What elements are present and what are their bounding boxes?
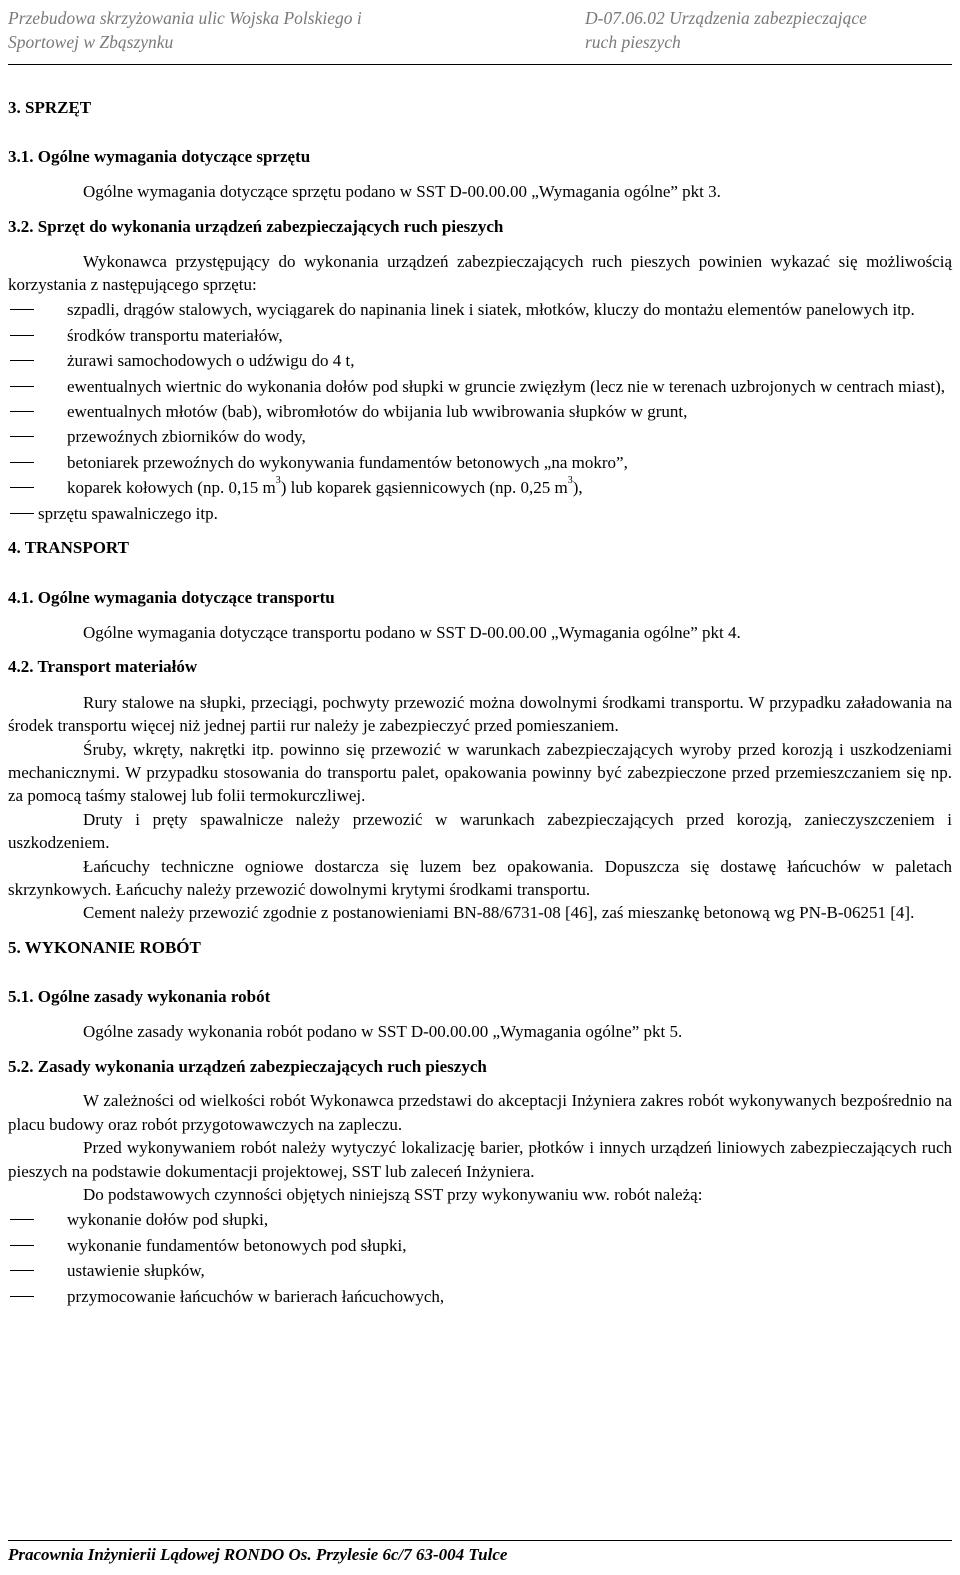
para-4-2: Cement należy przewozić zgodnie z postanowieniami BN-88/6731-08 [46], zaś mieszankę betonową wg PN-B-06251 [4]. xyxy=(83,903,915,923)
para-4-2: Rury stalowe na słupki, przeciągi, pochwyty przewozić można dowolnymi środkami transportu. W przypadku załadowania na środek transportu więcej niż jednej partii rur należy je zabezpieczyć przed pomieszaniem. xyxy=(8,692,952,736)
heading-4: 4. TRANSPORT xyxy=(8,538,129,558)
list-item: sprzętu spawalniczego itp. xyxy=(8,502,952,525)
header-right xyxy=(585,6,867,54)
heading-3-2: 3.2. Sprzęt do wykonania urządzeń zabezpieczających ruch pieszych xyxy=(8,217,504,237)
heading-4-2: 4.2. Transport materiałów xyxy=(8,657,198,677)
header-left-line2: Sportowej w Zbąszynku xyxy=(8,32,174,52)
list-item: ewentualnych wiertnic do wykonania dołów pod słupki w gruncie zwięzłym (lecz nie w terenach uzbrojonych w centrach miast), xyxy=(8,375,952,398)
heading-5-2: 5.2. Zasady wykonania urządzeń zabezpieczających ruch pieszych xyxy=(8,1057,487,1076)
list-item: ustawienie słupków, xyxy=(8,1259,952,1282)
header-left xyxy=(8,6,362,54)
para-4-2: Łańcuchy techniczne ogniowe dostarcza się luzem bez opakowania. Dopuszcza się dostawę łańcuchów w paletach skrzynkowych. Łańcuchy należy przewozić dowolnymi krytymi środkami transportu. xyxy=(8,856,952,899)
para-3-2: Wykonawca przystępujący do wykonania urządzeń zabezpieczających ruch pieszych powinien wykazać się możliwością korzystania z następującego sprzętu: xyxy=(8,251,952,295)
heading-5-1: 5.1. Ogólne zasady wykonania robót xyxy=(8,987,271,1007)
list-item: przymocowanie łańcuchów w barierach łańcuchowych, xyxy=(8,1285,952,1308)
list-item: żurawi samochodowych o udźwigu do 4 t, xyxy=(8,349,952,372)
document-body xyxy=(8,96,952,1308)
list-item: szpadli, drągów stalowych, wyciągarek do napinania linek i siatek, młotków, kluczy do montażu elementów panelowych itp. xyxy=(8,298,952,321)
list-item: środków transportu materiałów, xyxy=(8,324,952,347)
heading-3: 3. SPRZĘT xyxy=(8,98,92,117)
para-3-1: Ogólne wymagania dotyczące sprzętu podano w SST D-00.00.00 „Wymagania ogólne” pkt 3. xyxy=(83,181,721,201)
heading-4-1: 4.1. Ogólne wymagania dotyczące transportu xyxy=(8,587,335,607)
koparki-sup2: 3 xyxy=(567,475,573,487)
para-5-2: W zależności od wielkości robót Wykonawca przedstawi do akceptacji Inżyniera zakres robót wykonywanych bezpośrednio na placu budowy oraz robót przygotowawczych na zapleczu. xyxy=(8,1091,952,1134)
header-left-line1: Przebudowa skrzyżowania ulic Wojska Polskiego i xyxy=(8,8,362,28)
para-4-2: Śruby, wkręty, nakrętki itp. powinno się przewozić w warunkach zabezpieczających wyroby przed korozją i uszkodzeniami mechanicznymi. W przypadku stosowania do transportu palet, opakowania powinny być zabezpieczone przed przemieszczaniem się np. za pomocą taśmy stalowej lub folii termokurczliwej. xyxy=(8,739,952,806)
koparki-text-b: ) lub koparek gąsiennicowych (np. 0,25 m xyxy=(280,478,568,498)
footer: Pracownia Inżynierii Lądowej RONDO Os. Przylesie 6c/7 63-004 Tulce xyxy=(8,1545,508,1564)
list-item: betoniarek przewoźnych do wykonywania fundamentów betonowych „na mokro”, xyxy=(8,451,952,474)
footer-divider xyxy=(8,1540,952,1541)
heading-3-1: 3.1. Ogólne wymagania dotyczące sprzętu xyxy=(8,147,311,167)
para-5-1: Ogólne zasady wykonania robót podano w SST D-00.00.00 „Wymagania ogólne” pkt 5. xyxy=(83,1021,683,1041)
koparki-text-c: ), xyxy=(572,478,583,498)
koparki-text-a: koparek kołowych (np. 0,15 m xyxy=(67,478,276,498)
header-right-line1: D-07.06.02 Urządzenia zabezpieczające xyxy=(585,8,867,28)
para-5-2: Przed wykonywaniem robót należy wytyczyć lokalizację barier, płotków i innych urządzeń liniowych zabezpieczających ruch pieszych na podstawie dokumentacji projektowej, SST lub zaleceń Inżyniera. xyxy=(8,1138,952,1181)
list-item: wykonanie fundamentów betonowych pod słupki, xyxy=(8,1234,952,1257)
header-divider xyxy=(8,64,952,65)
header-right-line2: ruch pieszych xyxy=(585,32,681,52)
para-4-2: Druty i pręty spawalnicze należy przewozić w warunkach zabezpieczających przed korozją, zanieczyszczeniem i uszkodzeniem. xyxy=(8,809,952,853)
list-item: wykonanie dołów pod słupki, xyxy=(8,1208,952,1231)
para-5-2: Do podstawowych czynności objętych niniejszą SST przy wykonywaniu ww. robót należą: xyxy=(83,1185,703,1205)
para-4-1: Ogólne wymagania dotyczące transportu podano w SST D-00.00.00 „Wymagania ogólne” pkt 4. xyxy=(83,622,741,642)
list-item: ewentualnych młotów (bab), wibromłotów do wbijania lub wwibrowania słupków w grunt, xyxy=(8,400,952,423)
heading-5: 5. WYKONANIE ROBÓT xyxy=(8,937,201,957)
koparki-sup1: 3 xyxy=(275,475,281,487)
list-item: przewoźnych zbiorników do wody, xyxy=(8,425,952,448)
list-item-koparki xyxy=(8,476,952,499)
